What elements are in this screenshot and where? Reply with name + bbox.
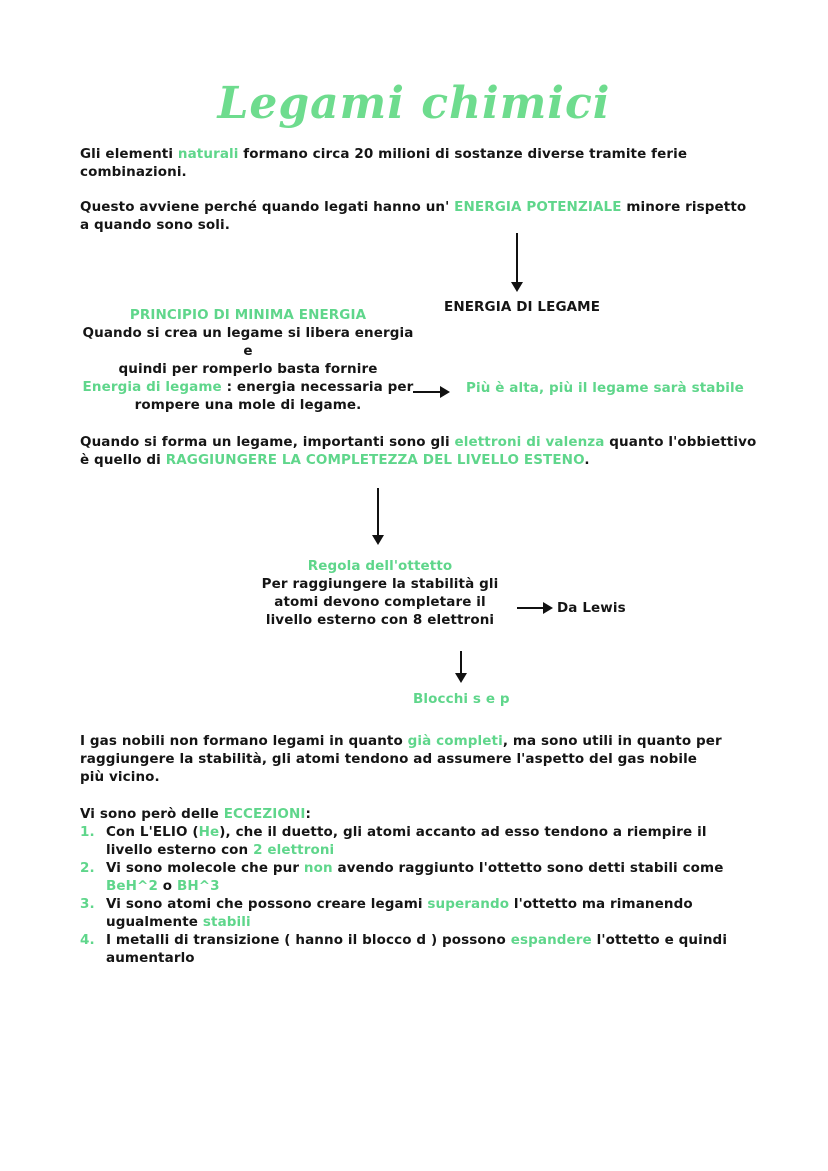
ottetto-block [245,557,515,629]
arrow-down-1 [516,233,518,283]
list-item: 4. I metalli di transizione ( hanno il blocco d ) possono espandere l'ottetto e quindi aumentarlo [80,932,728,966]
ottetto-line: livello esterno con 8 elettroni [265,612,495,628]
arrow-right-1 [413,391,441,393]
eccezioni-section [80,805,735,967]
list-item: 3. Vi sono atomi che possono creare legami superando l'ottetto ma rimanendo ugualmente stabili [80,896,693,930]
energia-legame-label: ENERGIA DI LEGAME [444,299,601,315]
list-item: 1. Con L'ELIO (He), che il duetto, gli atomi accanto ad esso tendono a riempire il livello esterno con 2 elettroni [80,824,707,858]
principio-line: quindi per romperlo basta fornire [118,361,378,377]
da-lewis-note: Da Lewis [557,600,626,616]
page-title: Legami chimici [217,78,611,129]
arrow-down-2 [377,488,379,536]
ottetto-heading: Regola dell'ottetto [307,558,453,574]
eccezioni-list [80,823,735,967]
blocchi-label: Blocchi s e p [413,691,510,707]
ottetto-line: Per raggiungere la stabilità gli [261,576,499,592]
principio-line: rompere una mole di legame. [134,397,362,413]
ottetto-line: atomi devono completare il [274,594,486,610]
energy-paragraph: Questo avviene perché quando legati hanno un' ENERGIA POTENZIALE minore rispetto a quando sono soli. [80,199,747,233]
principio-line: Energia di legame : energia necessaria per [82,379,414,395]
principio-heading: PRINCIPIO DI MINIMA ENERGIA [129,307,367,323]
eccezioni-intro: Vi sono però delle ECCEZIONI: [80,806,311,822]
list-item: 2. Vi sono molecole che pur non avendo raggiunto l'ottetto sono detti stabili come BeH^2 o BH^3 [80,860,724,894]
intro-paragraph: Gli elementi naturali formano circa 20 milioni di sostanze diverse tramite ferie combinazioni. [80,146,688,180]
principio-block [78,306,418,414]
stabile-note: Più è alta, più il legame sarà stabile [466,380,744,396]
arrow-right-2 [517,607,544,609]
valence-paragraph: Quando si forma un legame, importanti sono gli elettroni di valenza quanto l'obbiettivo è quello di RAGGIUNGERE LA COMPLETEZZA DEL LIVELLO ESTENO. [80,434,757,468]
arrow-down-3 [460,651,462,674]
gas-nobili-paragraph: I gas nobili non formano legami in quanto già completi, ma sono utili in quanto per raggiungere la stabilità, gli atomi tendono ad assumere l'aspetto del gas nobile più vicino. [80,733,722,785]
principio-line: Quando si crea un legame si libera energia e [82,325,414,359]
